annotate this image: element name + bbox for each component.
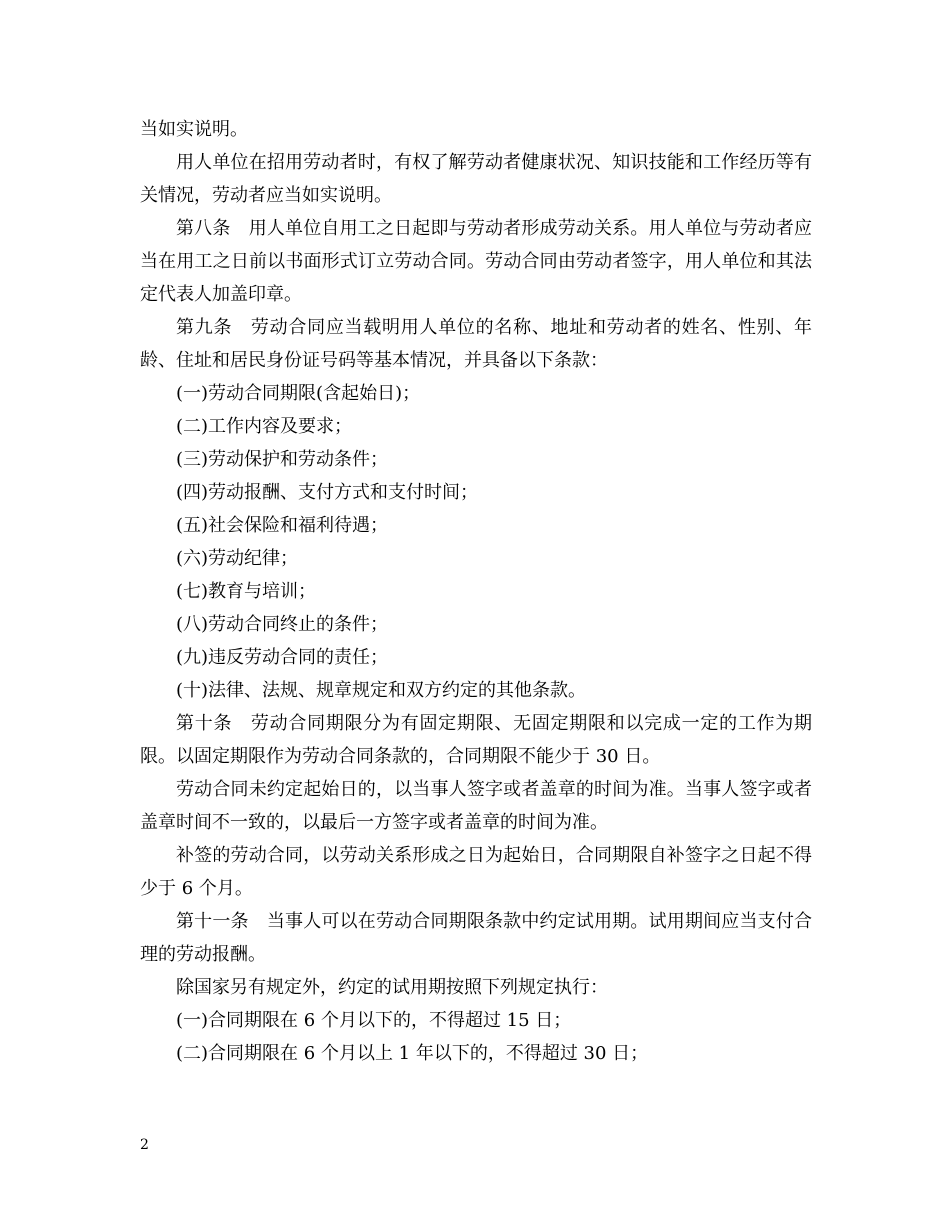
- paragraph-2: 用人单位在招用劳动者时，有权了解劳动者健康状况、知识技能和工作经历等有关情况，劳动者应当如实说明。: [140, 152, 812, 206]
- list-item-3: (三)劳动保护和劳动条件；: [176, 449, 389, 470]
- paragraph-probation-rules: 除国家另有规定外，约定的试用期按照下列规定执行：: [176, 977, 608, 998]
- list-item-5: (五)社会保险和福利待遇；: [176, 515, 389, 536]
- paragraph-4: 第九条 劳动合同应当载明用人单位的名称、地址和劳动者的姓名、性别、年龄、住址和居民身份证号码等基本情况，并具备以下条款：: [140, 317, 812, 371]
- probation-item-1: (一)合同期限在 6 个月以下的，不得超过 15 日；: [176, 1010, 572, 1031]
- list-item-4: (四)劳动报酬、支付方式和支付时间；: [176, 482, 479, 503]
- paragraph-start-date: 劳动合同未约定起始日的，以当事人签字或者盖章的时间为准。当事人签字或者盖章时间不一致的，以最后一方签字或者盖章的时间为准。: [140, 779, 812, 833]
- list-item-8: (八)劳动合同终止的条件；: [176, 614, 389, 635]
- paragraph-article-11: 第十一条 当事人可以在劳动合同期限条款中约定试用期。试用期间应当支付合理的劳动报酬。: [140, 911, 812, 965]
- list-item-10: (十)法律、法规、规章规定和双方约定的其他条款。: [176, 680, 587, 701]
- list-item-9: (九)违反劳动合同的责任；: [176, 647, 389, 668]
- paragraph-3: 第八条 用人单位自用工之日起即与劳动者形成劳动关系。用人单位与劳动者应当在用工之日前以书面形式订立劳动合同。劳动合同由劳动者签字，用人单位和其法定代表人加盖印章。: [140, 218, 812, 305]
- document-body: [140, 113, 812, 1070]
- list-item-7: (七)教育与培训；: [176, 581, 317, 602]
- paragraph-supplement: 补签的劳动合同，以劳动关系形成之日为起始日，合同期限自补签字之日起不得少于 6 个月。: [140, 845, 812, 899]
- paragraph-article-10: 第十条 劳动合同期限分为有固定期限、无固定期限和以完成一定的工作为期限。以固定期限作为劳动合同条款的，合同期限不能少于 30 日。: [140, 713, 812, 767]
- probation-item-2: (二)合同期限在 6 个月以上 1 年以下的，不得超过 30 日；: [176, 1043, 649, 1064]
- page-number: 2: [140, 1137, 149, 1153]
- list-item-2: (二)工作内容及要求；: [176, 416, 353, 437]
- list-item-6: (六)劳动纪律；: [176, 548, 299, 569]
- paragraph-1: 当如实说明。: [140, 119, 248, 140]
- list-item-1: (一)劳动合同期限(含起始日)；: [176, 383, 421, 404]
